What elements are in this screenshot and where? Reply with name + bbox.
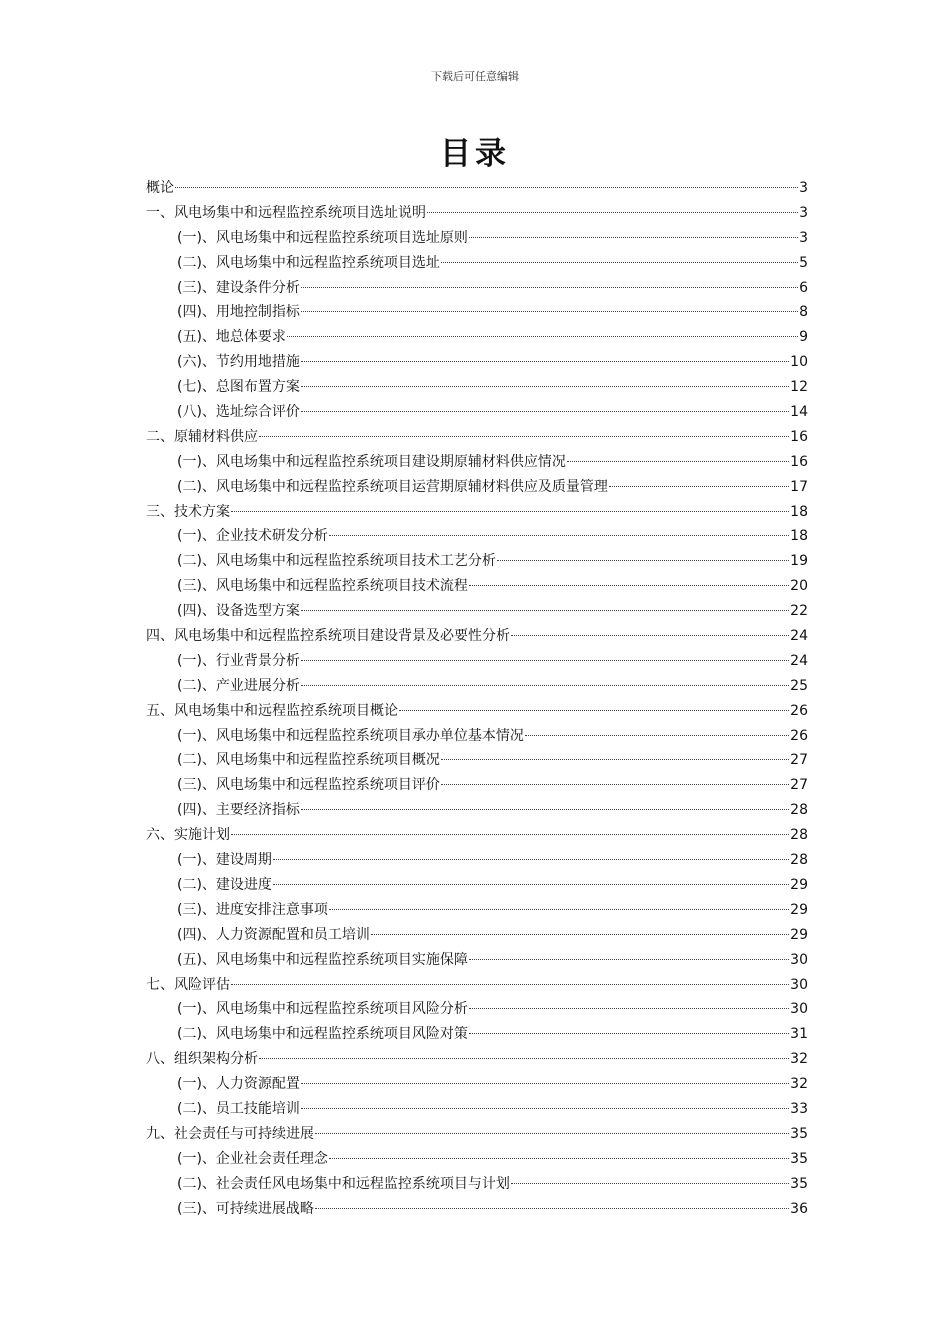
- toc-entry[interactable]: [146, 1072, 808, 1097]
- toc-entry-page: 3: [799, 204, 808, 221]
- toc-entry-page: 18: [790, 503, 808, 520]
- toc-entry[interactable]: [146, 1197, 808, 1222]
- toc-entry[interactable]: [146, 226, 808, 251]
- toc-entry-page: 12: [790, 379, 808, 396]
- toc-dot-leader: [469, 237, 798, 238]
- table-of-contents: [146, 176, 808, 1221]
- toc-entry[interactable]: [146, 201, 808, 226]
- toc-entry[interactable]: [146, 500, 808, 525]
- toc-entry[interactable]: [146, 798, 808, 823]
- toc-dot-leader: [511, 1183, 789, 1184]
- toc-entry-page: 24: [790, 628, 808, 645]
- toc-entry-page: 25: [790, 677, 808, 694]
- toc-entry-page: 20: [790, 578, 808, 595]
- toc-entry[interactable]: [146, 624, 808, 649]
- toc-entry[interactable]: [146, 549, 808, 574]
- toc-dot-leader: [497, 560, 789, 561]
- toc-entry[interactable]: [146, 1097, 808, 1122]
- toc-entry[interactable]: [146, 898, 808, 923]
- toc-dot-leader: [567, 461, 789, 462]
- toc-entry-page: 26: [790, 702, 808, 719]
- toc-dot-leader: [511, 635, 789, 636]
- toc-entry[interactable]: [146, 674, 808, 699]
- toc-entry-text: (二)、风电场集中和远程监控系统项目技术工艺分析: [177, 553, 496, 570]
- toc-entry-page: 30: [790, 976, 808, 993]
- toc-entry[interactable]: [146, 748, 808, 773]
- toc-entry-page: 27: [790, 777, 808, 794]
- toc-entry[interactable]: [146, 300, 808, 325]
- toc-entry-text: (一)、风电场集中和远程监控系统项目选址原则: [177, 229, 468, 246]
- toc-dot-leader: [301, 685, 789, 686]
- toc-entry-text: (三)、进度安排注意事项: [177, 901, 328, 918]
- toc-entry-page: 3: [799, 180, 808, 196]
- toc-dot-leader: [329, 535, 789, 536]
- toc-entry-text: (六)、节约用地措施: [177, 354, 300, 371]
- toc-entry-text: (三)、建设条件分析: [177, 279, 300, 296]
- toc-entry-text: 九、社会责任与可持续进展: [146, 1125, 314, 1142]
- toc-entry-page: 9: [799, 329, 808, 346]
- toc-dot-leader: [301, 386, 789, 387]
- toc-entry-page: 32: [790, 1051, 808, 1068]
- toc-entry-page: 35: [790, 1125, 808, 1142]
- toc-dot-leader: [441, 262, 798, 263]
- toc-dot-leader: [315, 1208, 789, 1209]
- toc-dot-leader: [329, 909, 789, 910]
- toc-dot-leader: [301, 287, 798, 288]
- toc-dot-leader: [371, 934, 789, 935]
- toc-entry-text: (八)、选址综合评价: [177, 404, 300, 421]
- toc-dot-leader: [231, 834, 789, 835]
- toc-entry-page: 29: [790, 901, 808, 918]
- toc-dot-leader: [287, 336, 798, 337]
- toc-entry-page: 30: [790, 951, 808, 968]
- toc-entry-page: 18: [790, 528, 808, 545]
- toc-entry-page: 17: [790, 478, 808, 495]
- toc-dot-leader: [301, 809, 789, 810]
- toc-entry-page: 16: [790, 453, 808, 470]
- toc-entry-page: 36: [790, 1200, 808, 1217]
- toc-dot-leader: [399, 710, 789, 711]
- toc-entry-text: (二)、建设进度: [177, 876, 272, 893]
- toc-entry[interactable]: [146, 823, 808, 848]
- toc-entry-text: (一)、企业社会责任理念: [177, 1150, 328, 1167]
- toc-entry[interactable]: [146, 375, 808, 400]
- toc-entry-text: (一)、风电场集中和远程监控系统项目承办单位基本情况: [177, 727, 524, 744]
- toc-entry-text: (一)、行业背景分析: [177, 652, 300, 669]
- toc-entry-page: 31: [790, 1026, 808, 1043]
- toc-dot-leader: [469, 1008, 789, 1009]
- toc-entry[interactable]: [146, 400, 808, 425]
- toc-title: 目录: [440, 136, 510, 172]
- toc-entry[interactable]: [146, 997, 808, 1022]
- toc-dot-leader: [469, 1033, 789, 1034]
- toc-dot-leader: [301, 311, 798, 312]
- toc-dot-leader: [469, 585, 789, 586]
- toc-entry-text: (四)、主要经济指标: [177, 802, 300, 819]
- toc-entry[interactable]: [146, 724, 808, 749]
- toc-entry-text: (七)、总图布置方案: [177, 379, 300, 396]
- toc-dot-leader: [301, 660, 789, 661]
- toc-entry-page: 33: [790, 1100, 808, 1117]
- toc-dot-leader: [525, 735, 789, 736]
- toc-dot-leader: [259, 436, 789, 437]
- toc-entry[interactable]: [146, 1122, 808, 1147]
- toc-dot-leader: [301, 411, 789, 412]
- toc-entry[interactable]: [146, 251, 808, 276]
- toc-entry[interactable]: [146, 425, 808, 450]
- toc-dot-leader: [609, 486, 789, 487]
- toc-entry[interactable]: [146, 1022, 808, 1047]
- toc-entry-text: (三)、可持续进展战略: [177, 1200, 314, 1217]
- toc-entry-page: 16: [790, 428, 808, 445]
- toc-entry-text: (四)、用地控制指标: [177, 304, 300, 321]
- toc-entry-page: 35: [790, 1150, 808, 1167]
- toc-entry-text: 七、风险评估: [146, 976, 230, 993]
- toc-entry[interactable]: [146, 699, 808, 724]
- toc-entry-page: 29: [790, 926, 808, 943]
- toc-entry[interactable]: [146, 350, 808, 375]
- toc-entry-text: 概论: [146, 180, 174, 196]
- toc-entry-text: 四、风电场集中和远程监控系统项目建设背景及必要性分析: [146, 628, 510, 645]
- toc-entry[interactable]: [146, 873, 808, 898]
- toc-entry-page: 5: [799, 254, 808, 271]
- toc-entry[interactable]: [146, 524, 808, 549]
- toc-dot-leader: [441, 759, 789, 760]
- toc-entry-text: (二)、风电场集中和远程监控系统项目风险对策: [177, 1026, 468, 1043]
- toc-entry-page: 28: [790, 827, 808, 844]
- toc-entry-text: 一、风电场集中和远程监控系统项目选址说明: [146, 204, 426, 221]
- toc-entry-page: 24: [790, 652, 808, 669]
- toc-entry-text: (一)、企业技术研发分析: [177, 528, 328, 545]
- toc-entry[interactable]: [146, 1172, 808, 1197]
- toc-entry[interactable]: [146, 450, 808, 475]
- toc-entry-page: 3: [799, 229, 808, 246]
- toc-dot-leader: [441, 784, 789, 785]
- toc-entry-text: 八、组织架构分析: [146, 1051, 258, 1068]
- toc-entry-text: (二)、风电场集中和远程监控系统项目运营期原辅材料供应及质量管理: [177, 478, 608, 495]
- toc-entry-page: 26: [790, 727, 808, 744]
- toc-entry[interactable]: [146, 574, 808, 599]
- toc-entry-page: 14: [790, 404, 808, 421]
- toc-dot-leader: [175, 187, 798, 188]
- toc-entry-page: 28: [790, 852, 808, 869]
- toc-dot-leader: [231, 511, 789, 512]
- header-note: 下载后可任意编辑: [431, 70, 519, 83]
- toc-entry[interactable]: [146, 325, 808, 350]
- toc-entry-text: (四)、设备选型方案: [177, 603, 300, 620]
- toc-entry-page: 19: [790, 553, 808, 570]
- toc-entry-text: (一)、建设周期: [177, 852, 272, 869]
- toc-entry-text: 三、技术方案: [146, 503, 230, 520]
- toc-entry-text: (一)、风电场集中和远程监控系统项目风险分析: [177, 1001, 468, 1018]
- toc-dot-leader: [301, 610, 789, 611]
- toc-entry-page: 32: [790, 1076, 808, 1093]
- toc-entry[interactable]: [146, 1047, 808, 1072]
- toc-dot-leader: [301, 1083, 789, 1084]
- toc-entry[interactable]: [146, 1147, 808, 1172]
- toc-dot-leader: [273, 884, 789, 885]
- toc-dot-leader: [315, 1133, 789, 1134]
- toc-entry-text: (五)、风电场集中和远程监控系统项目实施保障: [177, 951, 468, 968]
- toc-entry[interactable]: [146, 923, 808, 948]
- toc-dot-leader: [301, 361, 789, 362]
- toc-entry-text: (四)、人力资源配置和员工培训: [177, 926, 370, 943]
- toc-entry[interactable]: [146, 599, 808, 624]
- toc-entry-text: (三)、风电场集中和远程监控系统项目评价: [177, 777, 440, 794]
- toc-entry[interactable]: [146, 848, 808, 873]
- toc-entry-text: (五)、地总体要求: [177, 329, 286, 346]
- toc-entry-text: 六、实施计划: [146, 827, 230, 844]
- toc-entry[interactable]: [146, 948, 808, 973]
- toc-entry-text: (三)、风电场集中和远程监控系统项目技术流程: [177, 578, 468, 595]
- toc-entry[interactable]: [146, 773, 808, 798]
- toc-dot-leader: [259, 1058, 789, 1059]
- toc-dot-leader: [273, 859, 789, 860]
- toc-dot-leader: [231, 984, 789, 985]
- toc-entry-text: 五、风电场集中和远程监控系统项目概论: [146, 702, 398, 719]
- toc-entry[interactable]: [146, 176, 808, 201]
- toc-dot-leader: [329, 1158, 789, 1159]
- toc-entry-text: (二)、社会责任风电场集中和远程监控系统项目与计划: [177, 1175, 510, 1192]
- toc-entry-page: 6: [799, 279, 808, 296]
- toc-entry-text: (一)、人力资源配置: [177, 1076, 300, 1093]
- toc-entry-text: (二)、风电场集中和远程监控系统项目选址: [177, 254, 440, 271]
- toc-entry-page: 29: [790, 876, 808, 893]
- toc-entry-page: 10: [790, 354, 808, 371]
- toc-dot-leader: [301, 1108, 789, 1109]
- toc-entry-page: 35: [790, 1175, 808, 1192]
- toc-entry-page: 30: [790, 1001, 808, 1018]
- toc-entry-text: (二)、产业进展分析: [177, 677, 300, 694]
- toc-entry-page: 27: [790, 752, 808, 769]
- toc-entry-page: 28: [790, 802, 808, 819]
- toc-entry-text: (二)、员工技能培训: [177, 1100, 300, 1117]
- toc-entry[interactable]: [146, 649, 808, 674]
- toc-entry-page: 8: [799, 304, 808, 321]
- toc-entry-page: 22: [790, 603, 808, 620]
- toc-dot-leader: [469, 959, 789, 960]
- toc-entry-text: (一)、风电场集中和远程监控系统项目建设期原辅材料供应情况: [177, 453, 566, 470]
- toc-entry[interactable]: [146, 276, 808, 301]
- toc-entry-text: 二、原辅材料供应: [146, 428, 258, 445]
- toc-entry[interactable]: [146, 475, 808, 500]
- toc-dot-leader: [427, 212, 798, 213]
- toc-entry-text: (二)、风电场集中和远程监控系统项目概况: [177, 752, 440, 769]
- toc-entry[interactable]: [146, 973, 808, 998]
